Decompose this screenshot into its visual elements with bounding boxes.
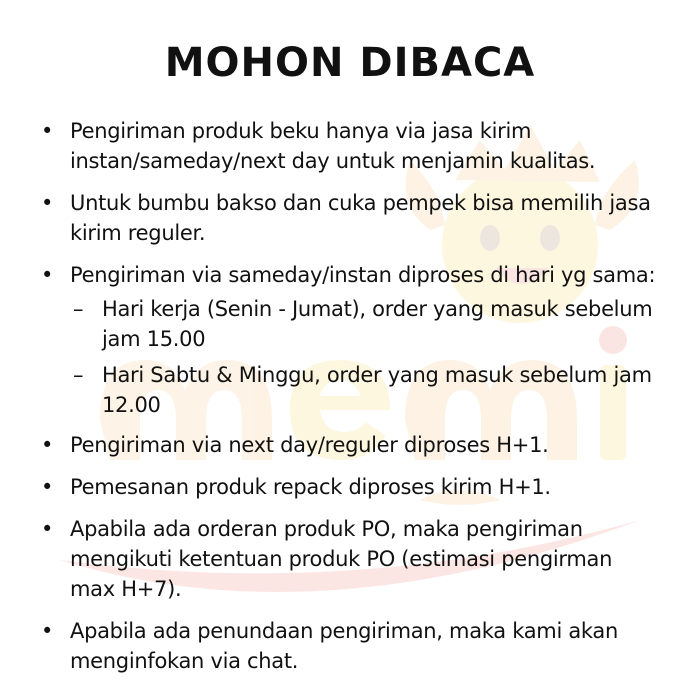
- list-item: [0, 514, 700, 604]
- list-item-text: Untuk bumbu bakso dan cuka pempek bisa memilih jasa kirim reguler.: [70, 191, 651, 245]
- sub-list-item: [70, 294, 660, 354]
- bullet-icon: •: [41, 475, 54, 499]
- dash-icon: –: [73, 297, 84, 321]
- bullet-icon: •: [41, 191, 54, 215]
- dash-icon: –: [73, 363, 84, 387]
- bullet-icon: •: [41, 619, 54, 643]
- list-item: [0, 430, 700, 460]
- list-item-text: Apabila ada orderan produk PO, maka pengiriman mengikuti ketentuan produk PO (estimasi pengirman max H+7).: [70, 517, 613, 601]
- sub-list-item-text: Hari Sabtu & Minggu, order yang masuk sebelum jam 12.00: [102, 363, 652, 417]
- list-item: [0, 616, 700, 676]
- list-item-text: Pengiriman produk beku hanya via jasa kirim instan/sameday/next day untuk menjamin kualitas.: [70, 119, 596, 173]
- list-item: [0, 116, 700, 176]
- page-title: MOHON DIBACA: [164, 40, 536, 86]
- sub-list: [70, 294, 660, 420]
- sub-list-item-text: Hari kerja (Senin - Jumat), order yang masuk sebelum jam 15.00: [102, 297, 653, 351]
- rules-list: [0, 116, 700, 688]
- list-item-text: Pemesanan produk repack diproses kirim H+1.: [70, 475, 551, 499]
- bullet-icon: •: [41, 433, 54, 457]
- sub-list-item: [70, 360, 660, 420]
- bullet-icon: •: [41, 119, 54, 143]
- list-item-text: Pengiriman via next day/reguler diproses H+1.: [70, 433, 549, 457]
- list-item-text: Apabila ada penundaan pengiriman, maka kami akan menginfokan via chat.: [70, 619, 618, 673]
- bullet-icon: •: [41, 263, 54, 287]
- list-item: [0, 260, 700, 420]
- list-item-text: Pengiriman via sameday/instan diproses di hari yg sama:: [70, 263, 656, 287]
- list-item: [0, 472, 700, 502]
- list-item: [0, 188, 700, 248]
- bullet-icon: •: [41, 517, 54, 541]
